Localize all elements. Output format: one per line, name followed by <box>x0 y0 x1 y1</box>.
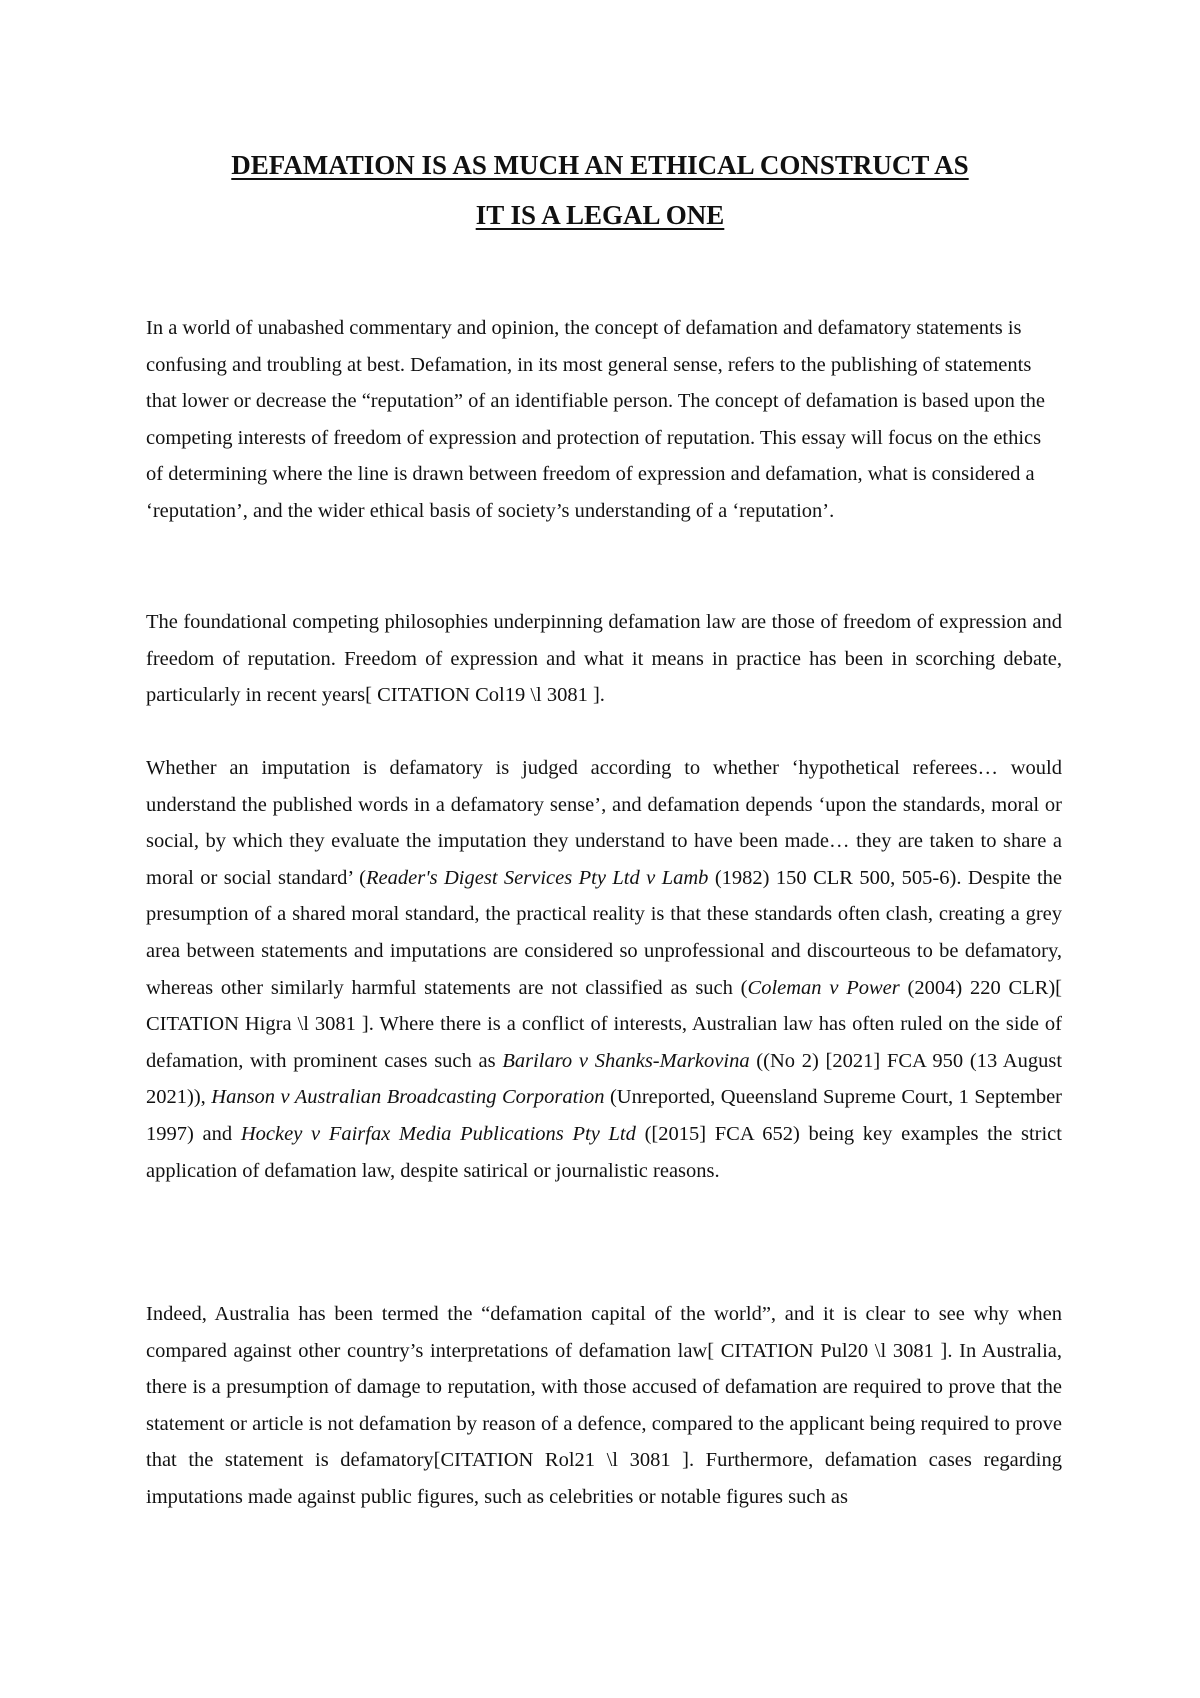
paragraph-text: ([2015] FCA 652) being key examples the strict application of defamation law, despite satirical or journalistic reasons. <box>146 1122 1062 1182</box>
paragraph-text: (1982) 150 CLR 500, 505-6). Despite the presumption of a shared moral standard, the practical reality is that these standards often clash, creating a grey area between statements and imputations are considered so unprofessional and discourteous to be defamatory, whereas other similarly harmful statements are not classified as such ( <box>146 866 1062 999</box>
title-line-1: DEFAMATION IS AS MUCH AN ETHICAL CONSTRUCT AS <box>231 150 969 180</box>
paragraph-freedom-of-expression: The foundational competing philosophies underpinning defamation law are those of freedom of expression and freedom of reputation. Freedom of expression and what it means in practice has been in scorching debate, particularly in recent years[ CITATION Col19 \l 3081 ]. <box>146 611 1062 707</box>
paragraph-text: (2004) 220 CLR)[ CITATION Higra \l 3081 ]. Where there is a conflict of interests, Australian law has often ruled on the side of defamation, with prominent cases such as <box>146 976 1063 1072</box>
paragraph-imputation <box>146 750 1062 1189</box>
document-title <box>130 140 1070 240</box>
paragraph-text: ((No 2) [2021] FCA 950 (13 August 2021)), <box>146 1049 1063 1109</box>
case-citation: Hockey v Fairfax Media Publications Pty Ltd <box>240 1122 636 1145</box>
case-citation: Coleman v Power <box>747 976 900 999</box>
case-citation: Barilaro v Shanks-Markovina <box>502 1049 750 1072</box>
paragraph-text: Whether an imputation is defamatory is judged according to whether ‘hypothetical referees… would understand the published words in a defamatory sense’, and defamation depends ‘upon the standards, moral or social, by which they evaluate the imputation they understand to have been made… they are taken to share a moral or social standard’ ( <box>146 757 1062 889</box>
title-line-2: IT IS A LEGAL ONE <box>475 200 725 230</box>
case-citation: Hanson v Australian Broadcasting Corporation <box>211 1086 605 1109</box>
paragraph-defamation-capital: Indeed, Australia has been termed the “defamation capital of the world”, and it is clear to see why when compared against other country’s interpretations of defamation law[ CITATION Pul20 \l 3081 ]. In Australia, there is a presumption of damage to reputation, with those accused of defamation are required to prove that the statement or article is not defamation by reason of a defence, compared to the applicant being required to prove that the statement is defamatory[CITATION Rol21 \l 3081 ]. Furthermore, defamation cases regarding imputations made against public figures, such as celebrities or notable figures such as <box>146 1303 1062 1508</box>
case-citation: Reader's Digest Services Pty Ltd v Lamb <box>366 866 709 889</box>
paragraph-intro: In a world of unabashed commentary and opinion, the concept of defamation and defamatory statements is confusing and troubling at best. Defamation, in its most general sense, refers to the publishing of statements that lower or decrease the “reputation” of an identifiable person. The concept of defamation is based upon the competing interests of freedom of expression and protection of reputation. This essay will focus on the ethics of determining where the line is drawn between freedom of expression and defamation, what is considered a ‘reputation’, and the wider ethical basis of society’s understanding of a ‘reputation’. <box>146 317 1045 522</box>
paragraph-text: (Unreported, Queensland Supreme Court, 1 September 1997) and <box>146 1086 1062 1145</box>
